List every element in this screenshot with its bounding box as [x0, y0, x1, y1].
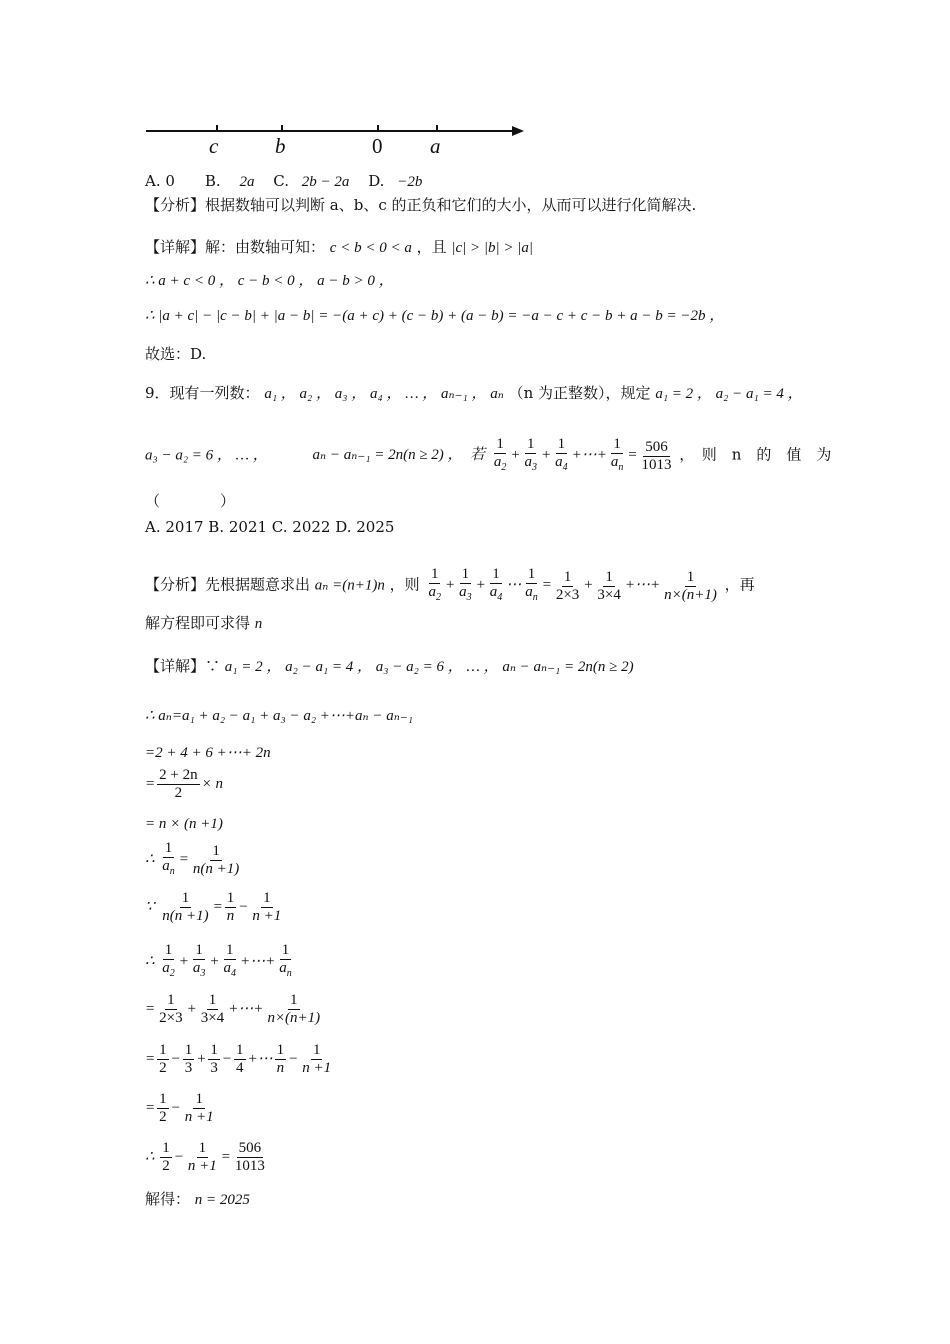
- number-line-label-c: c: [209, 134, 219, 158]
- number-line-label-b: b: [275, 134, 286, 158]
- q9-step-split: ∵ $\frac{1}{n(n +1)}$ = $\frac{1}{n}$ − $\frac{1}{n +1}$: [145, 890, 282, 924]
- q8-option-ab: A. 0 B.: [145, 172, 221, 190]
- q9-step-reciprocal: ∴ $\frac{1}{a_n}$ = $\frac{1}{n(n +1)}$: [145, 840, 240, 877]
- q9-detail-line: [145, 655, 634, 678]
- q9-step-sum-reciprocal: ∴ $\frac{1}{a_2}$ + $\frac{1}{a_3}$ + $\frac{1}{a_4}$ +⋯+ $\frac{1}{a_n}$: [145, 942, 292, 979]
- q8-signs: ∴ a + c < 0 ， c − b < 0 ， a − b > 0 ，: [145, 273, 394, 289]
- q9-analysis-solve: 解方程即可求得: [145, 614, 251, 632]
- q8-detail-abs: |c| > |b| > |a|: [451, 240, 534, 256]
- q8-options: [145, 170, 422, 193]
- q8-analysis: 【分析】根据数轴可以判断 a、b、c 的正负和它们的大小，从而可以进行化简解决.: [145, 196, 697, 214]
- q9-analysis-prefix: 【分析】先根据题意求出: [145, 575, 311, 594]
- q9-solution-value: n = 2025: [194, 1192, 250, 1208]
- q9-solution: [145, 1188, 250, 1211]
- q8-option-c-label: C.: [273, 172, 289, 190]
- q9-stem-rule: （n 为正整数），规定: [508, 384, 651, 402]
- q8-option-c-value: 2b − 2a: [301, 174, 350, 190]
- q9-paren: （ ）: [145, 492, 236, 510]
- q9-detail-prefix: 【详解】∵: [145, 657, 221, 675]
- number-line: [140, 118, 540, 142]
- q9-rhs-numerator: 506: [645, 438, 668, 455]
- q9-step-formula: = $\frac{2 + 2n}{2}$ × n: [145, 767, 223, 801]
- q9-step-telescope: = $\frac{1}{2}$ − $\frac{1}{3}$ + $\frac{1}{3}$ − $\frac{1}{4}$ +⋯ $\frac{1}{n}$ − $\frac{1}{n +1}$: [145, 1042, 332, 1076]
- q9-rhs-denominator: 1013: [641, 456, 672, 473]
- q9-analysis-end: ，再: [724, 575, 755, 594]
- q8-answer: 故选：D.: [145, 345, 207, 363]
- q9-detail-conditions: a₁ = 2 ， a₂ − a₁ = 4 ， a₃ − a₂ = 6 ， … ， aₙ − aₙ₋₁ = 2n(n ≥ 2): [224, 659, 634, 675]
- q9-analysis-line2: [145, 612, 262, 635]
- q9-eq-denominator: 1013: [234, 1158, 265, 1174]
- q9-stem-line1: [145, 382, 803, 405]
- q8-option-d-value: −2b: [397, 174, 423, 190]
- q9-stem-recurrence: aₙ − aₙ₋₁ = 2n(n ≥ 2) ， 若: [312, 447, 486, 464]
- q9-solution-prefix: 解得：: [145, 1190, 191, 1208]
- q8-option-d-label: D.: [368, 172, 385, 190]
- q8-detail-and: ，且: [416, 238, 447, 256]
- q9-eq-numerator: 506: [238, 1140, 262, 1156]
- q9-step-equation: ∴ $\frac{1}{2}$ − $\frac{1}{n +1}$ = $\frac{506}{1013}$: [145, 1140, 265, 1174]
- q9-stem-intro: 9．现有一列数：: [145, 384, 260, 402]
- q8-detail-prefix: 【详解】解：由数轴可知：: [145, 238, 326, 256]
- q9-analysis-line1: [145, 566, 755, 606]
- q9-step-result: = $\frac{1}{2}$ − $\frac{1}{n +1}$: [145, 1091, 214, 1125]
- q8-simplify: ∴ |a + c| − |c − b| + |a − b| = −(a + c) + (c − b) + (a − b) = −a − c + c − b + a − b = −2b ，: [145, 308, 725, 324]
- q9-analysis-n: n: [254, 616, 263, 632]
- q9-stem-end: ， 则 n 的 值 为: [679, 445, 832, 464]
- q9-step-product: = n × (n +1): [145, 816, 223, 832]
- q8-detail-inequality: c < b < 0 < a: [329, 240, 412, 256]
- q9-stem-line2: [145, 436, 831, 476]
- q9-step-sum: ∴ aₙ=a₁ + a₂ − a₁ + a₃ − a₂ +⋯+aₙ − aₙ₋₁: [145, 708, 413, 724]
- q8-detail-line: [145, 236, 533, 259]
- q9-step-even-sum: =2 + 4 + 6 +⋯+ 2n: [145, 745, 271, 761]
- q8-option-b-value: 2a: [239, 174, 255, 190]
- q9-stem-eq2: a₃ − a₂ = 6 ， … ，: [145, 447, 268, 464]
- q9-stem-sequence: a₁ ， a₂ ， a₃ ， a₄ ， … ， aₙ₋₁ ， aₙ: [264, 386, 504, 402]
- q9-options: A. 2017 B. 2021 C. 2022 D. 2025: [145, 518, 395, 536]
- number-line-label-0: 0: [372, 134, 383, 158]
- number-line-label-a: a: [430, 134, 441, 158]
- q9-step-expand: = $\frac{1}{2\times 3}$ + $\frac{1}{3\times 4}$ +⋯+ $\frac{1}{n\times(n+1)}$: [145, 992, 321, 1026]
- q9-analysis-an: aₙ =(n+1)n: [314, 577, 385, 594]
- q9-stem-eq: a₁ = 2 ， a₂ − a₁ = 4 ，: [655, 386, 803, 402]
- q9-analysis-sum: $\frac{1}{a_2}$ + $\frac{1}{a_3}$ + $\frac{1}{a_4}$ ⋯ $\frac{1}{a_n}$ = $\frac{1}{2\times 3}$ + $\frac{1}{3\times 4}$ +⋯+ $\frac{1}{n\times(n+1)}$: [428, 566, 717, 603]
- q9-analysis-then: ，则: [389, 575, 420, 594]
- q9-stem-sum: $\frac{1}{a_2}$ + $\frac{1}{a_3}$ + $\frac{1}{a_4}$ +⋯+ $\frac{1}{a_n}$ = $\frac{506}{1013}$: [493, 436, 672, 473]
